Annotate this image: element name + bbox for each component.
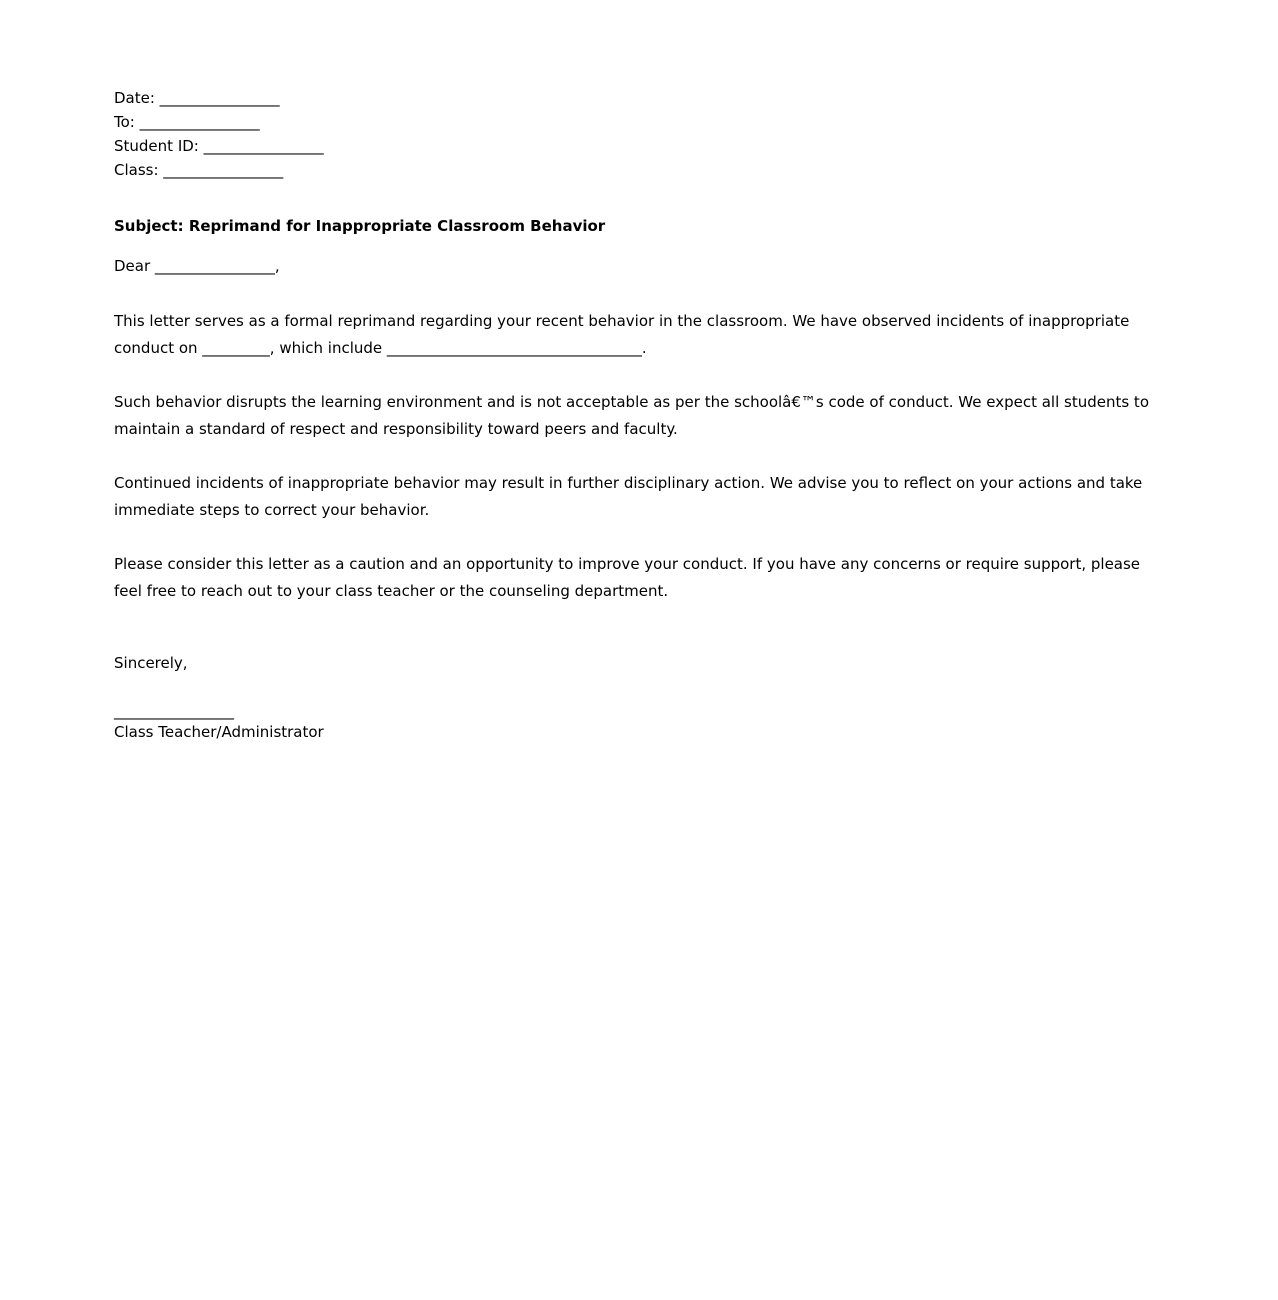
signature-line: ________________ [114, 702, 234, 720]
paragraph-incident: This letter serves as a formal reprimand regarding your recent behavior in the classroom. We have observed incidents of inappropriate conduct on _________, which include __________________________________. [114, 312, 1130, 357]
letter-document [114, 86, 1164, 743]
student-id-line: Student ID: ________________ [114, 137, 324, 155]
paragraph-consequences: Continued incidents of inappropriate behavior may result in further disciplinary action. We advise you to reflect on your actions and take immediate steps to correct your behavior. [114, 474, 1143, 519]
paragraph-caution: Please consider this letter as a caution and an opportunity to improve your conduct. If you have any concerns or require support, please feel free to reach out to your class teacher or the counseling department. [114, 555, 1141, 600]
signature-title: Class Teacher/Administrator [114, 723, 324, 741]
to-line: To: ________________ [114, 113, 260, 131]
salutation: Dear ________________, [114, 257, 280, 275]
date-line: Date: ________________ [114, 89, 280, 107]
paragraph-conduct: Such behavior disrupts the learning environment and is not acceptable as per the schoolâ€™s code of conduct. We expect all students to maintain a standard of respect and responsibility toward peers and faculty. [114, 393, 1149, 438]
class-line: Class: ________________ [114, 161, 284, 179]
subject-line: Subject: Reprimand for Inappropriate Classroom Behavior [114, 217, 606, 235]
letter-header [114, 86, 1164, 182]
closing: Sincerely, [114, 654, 188, 672]
